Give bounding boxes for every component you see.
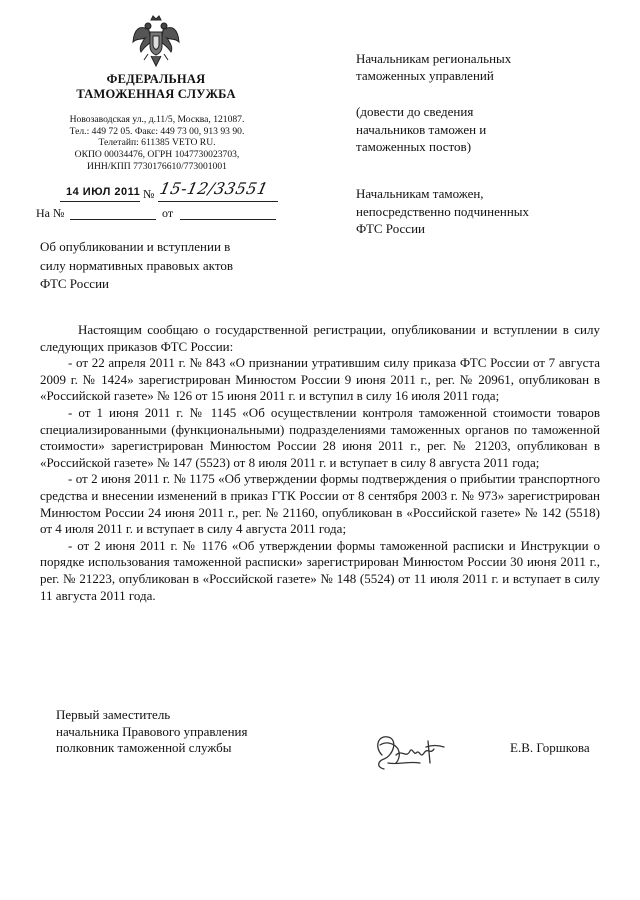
letter-body [40,322,600,604]
reference-number-label: На № [36,206,65,220]
position-line: Первый заместитель [56,707,171,722]
reference-from-label: от [162,206,174,220]
recipient-note-line: (довести до сведения [356,104,474,119]
organization-name-line2: ТАМОЖЕННАЯ СЛУЖБА [76,87,236,101]
number-underline [158,201,278,202]
reference-number-underline [70,219,156,220]
address-line: ОКПО 00034476, ОГРН 1047730023703, [74,149,240,161]
subject-line: Об опубликовании и вступлении в [40,239,231,254]
body-item: - от 2 июня 2011 г. № 1175 «Об утверждении формы подтверждения о прибытии транспортного средства и внесении изменений в приказ ГТК России от 8 сентября 2003 г. № 973» зарегистрирован Минюстом России 24 июня 2011 г., рег. № 21160, опубликован в «Российской газете» № 142 (5518) от 4 июля 2011 г. и вступает в силу 4 августа 2011 года; [40,471,600,537]
recipient-line: непосредственно подчиненных [356,203,530,219]
signatory-position [56,707,306,757]
reference-line [36,206,276,222]
reference-from-underline [180,219,276,220]
subject-line: силу нормативных правовых актов [40,257,233,273]
organization-address [52,114,262,173]
recipient-note [356,103,616,156]
number-label: № [143,187,155,201]
body-intro: Настоящим сообщаю о государственной регистрации, опубликовании и вступлении в силу следующих приказов ФТС России: [40,322,600,354]
recipient-line: ФТС России [356,221,425,236]
registration-date: 14 ИЮЛ 2011 [66,186,141,198]
recipient-line: таможенных управлений [356,67,494,83]
date-underline [60,201,140,202]
recipient-customs-heads [356,185,616,238]
recipient-line: Начальникам таможен, [356,186,484,201]
recipient-note-line: начальников таможен и [356,121,487,137]
position-line: начальника Правового управления [56,723,248,739]
registration-line [40,179,280,203]
address-line: Новозаводская ул., д.11/5, Москва, 121087. [69,114,245,125]
recipient-regional-departments [356,51,616,84]
body-item: - от 22 апреля 2011 г. № 843 «О признании утратившим силу приказа ФТС России от 7 августа 2009 г. № 1424» зарегистрирован Минюстом России 9 июня 2011 г., рег. № 20961, опубликован в «Российской газете» № 126 от 15 июня 2011 г. и вступил в силу 16 июля 2011 года; [40,355,600,404]
body-item: - от 2 июня 2011 г. № 1176 «Об утверждении формы таможенной расписки и Инструкции о порядке использования таможенной расписки» зарегистрирован Минюстом России 30 июня 2011 г., рег. № 21223, опубликован в «Российской газете» № 148 (5524) от 11 июля 2011 г. и вступает в силу 11 августа 2011 года. [40,537,600,603]
signatory-name: Е.В. Горшкова [510,740,590,755]
address-line: Тел.: 449 72 05. Факс: 449 73 00, 913 93 90. [69,125,245,137]
coat-of-arms-icon [131,14,181,68]
address-line: ИНН/КПП 7730176610/773001001 [87,160,227,172]
registration-number: 15-12/33551 [157,179,270,198]
body-item: - от 1 июня 2011 г. № 1145 «Об осуществлении контроля таможенной стоимости товаров специализированными (функциональными) подразделениями таможенных органов по таможенной стоимости» зарегистрирован Минюстом России 28 июня 2011 г., рег. № 21203, опубликован в «Российской газете» № 147 (5523) от 8 июля 2011 г. и вступает в силу 8 августа 2011 года; [40,404,600,470]
letter-subject [40,238,310,294]
position-line: полковник таможенной службы [56,740,232,756]
recipient-line: Начальникам региональных [356,51,512,66]
recipient-note-line: таможенных постов) [356,139,472,154]
subject-line: ФТС России [40,276,109,291]
organization-name [64,72,248,102]
address-line: Телетайп: 611385 VETO RU. [98,137,216,149]
organization-name-line1: ФЕДЕРАЛЬНАЯ [106,72,206,86]
handwritten-signature-icon [368,725,454,775]
